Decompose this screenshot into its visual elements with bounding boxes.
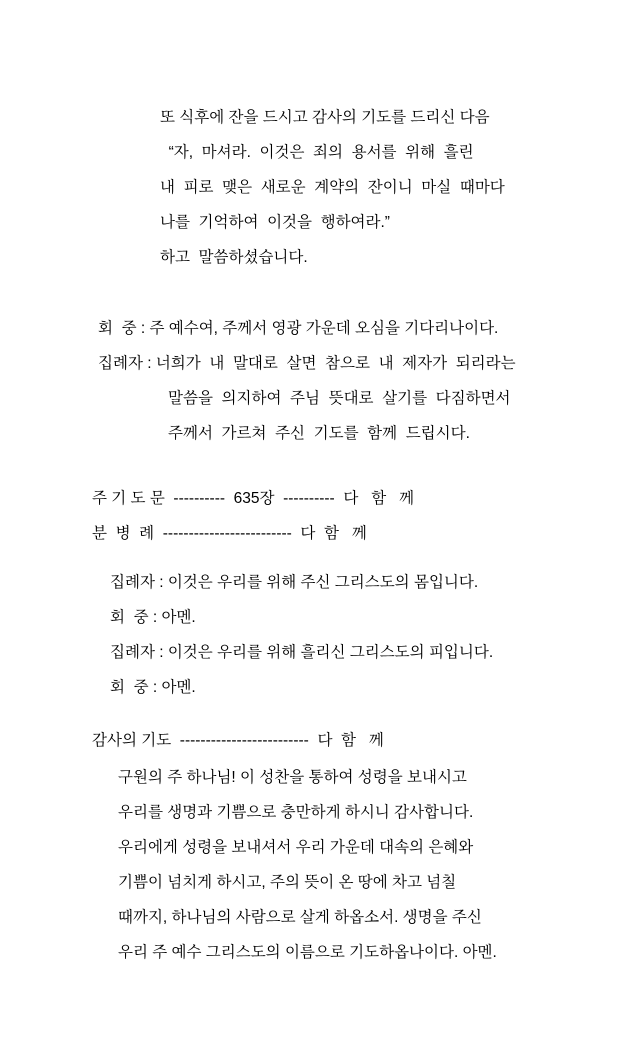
institution-line: 하고 말씀하셨습니다. xyxy=(160,249,308,266)
elements-line-congregation-amen: 회 중 : 아멘. xyxy=(110,679,196,696)
order-item-breaking-bread: 분 병 례 ------------------------- 다 함 께 xyxy=(92,525,367,542)
order-of-service xyxy=(70,481,568,551)
thanksgiving-heading: 감사의 기도 ------------------------- 다 함 께 xyxy=(92,732,384,749)
responsive-line-leader-cont: 말씀을 의지하여 주님 뜻대로 살기를 다짐하면서 xyxy=(168,390,511,407)
elements-line-leader-bread: 집례자 : 이것은 우리를 위해 주신 그리스도의 몸입니다. xyxy=(110,574,479,591)
thanksgiving-heading-block xyxy=(70,723,568,758)
institution-line: “자, 마셔라. 이것은 죄의 용서를 위해 흘린 xyxy=(160,144,474,161)
thanksgiving-prayer xyxy=(70,760,568,970)
institution-line: 나를 기억하여 이것을 행하여라.” xyxy=(160,214,390,231)
elements-line-congregation-amen: 회 중 : 아멘. xyxy=(110,609,196,626)
thanksgiving-line: 구원의 주 하나님! 이 성찬을 통하여 성령을 보내시고 xyxy=(118,769,467,786)
elements-line-leader-cup: 집례자 : 이것은 우리를 위해 흘리신 그리스도의 피입니다. xyxy=(110,644,494,661)
responsive-line-leader: 집례자 : 너희가 내 말대로 살면 참으로 내 제자가 되리라는 xyxy=(98,355,516,372)
thanksgiving-line: 때까지, 하나님의 사람으로 살게 하옵소서. 생명을 주신 xyxy=(118,909,482,926)
responsive-reading xyxy=(70,311,568,451)
responsive-line-leader-cont: 주께서 가르쳐 주신 기도를 함께 드립시다. xyxy=(168,425,470,442)
elements-dialogue xyxy=(70,565,568,705)
thanksgiving-line: 우리 주 예수 그리스도의 이름으로 기도하옵나이다. 아멘. xyxy=(118,944,497,961)
institution-narrative xyxy=(70,100,568,275)
thanksgiving-line: 우리에게 성령을 보내셔서 우리 가운데 대속의 은혜와 xyxy=(118,839,474,856)
institution-line: 또 식후에 잔을 드시고 감사의 기도를 드리신 다음 xyxy=(160,109,490,126)
thanksgiving-line: 우리를 생명과 기쁨으로 충만하게 하시니 감사합니다. xyxy=(118,804,474,821)
institution-line: 내 피로 맺은 새로운 계약의 잔이니 마실 때마다 xyxy=(160,179,505,196)
thanksgiving-line: 기쁨이 넘치게 하시고, 주의 뜻이 온 땅에 차고 넘칠 xyxy=(118,874,457,891)
responsive-line-congregation: 회 중 : 주 예수여, 주께서 영광 가운데 오심을 기다리나이다. xyxy=(98,320,499,337)
order-item-lords-prayer: 주 기 도 문 ---------- 635장 ---------- 다 함 께 xyxy=(92,490,415,507)
